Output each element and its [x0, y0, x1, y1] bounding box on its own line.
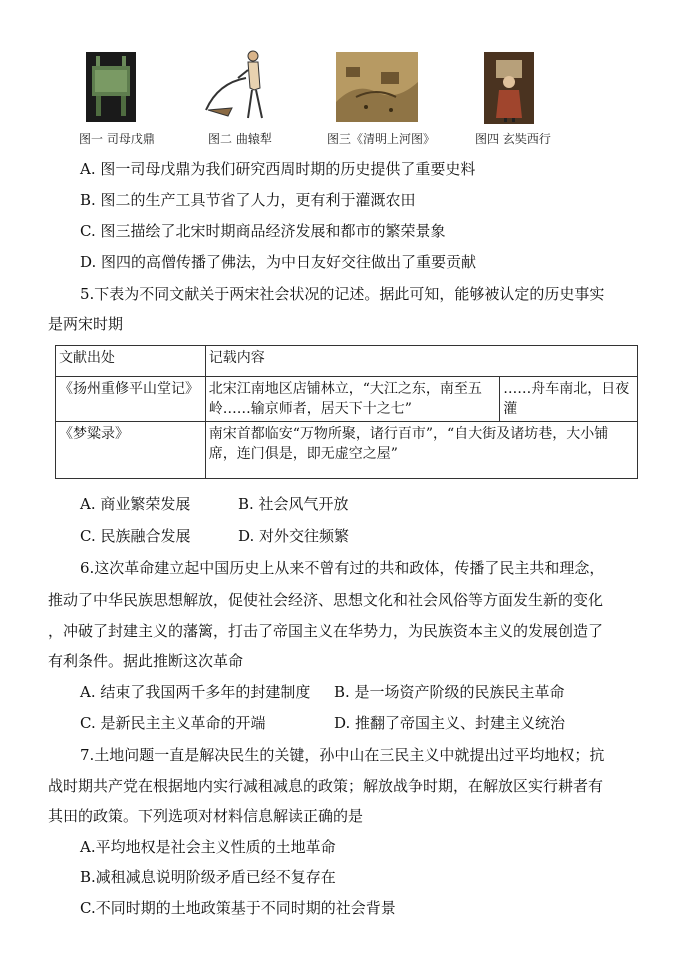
table-row: [56, 422, 638, 479]
figure-caption: 图四 玄奘西行: [475, 132, 551, 146]
bronze-ding-image: [86, 52, 136, 122]
q5-option-d: D. 对外交往频繁: [238, 527, 350, 545]
table-cell-content-extra: ……舟车南北，日夜灌: [500, 377, 638, 422]
q7-stem-line: 7.土地问题一直是解决民生的关键，孙中山在三民主义中就提出过平均地权；抗: [80, 746, 605, 764]
q4-option-c: C. 图三描绘了北宋时期商品经济发展和都市的繁荣景象: [80, 222, 446, 240]
q5-option-a: A. 商业繁荣发展: [80, 495, 191, 513]
q6-stem-line: 6.这次革命建立起中国历史上从来不曾有过的共和政体，传播了民主共和理念，: [80, 559, 605, 577]
q5-stem-cont: 是两宋时期: [48, 315, 124, 333]
xuanzang-image: [484, 52, 534, 124]
q7-option-a: A.平均地权是社会主义性质的土地革命: [80, 838, 336, 856]
table-header-content: 记载内容: [205, 346, 637, 377]
q6-stem-line: 推动了中华民族思想解放，促使社会经济、思想文化和社会风俗等方面发生新的变化: [48, 591, 604, 609]
table-cell-source: 《梦粱录》: [56, 422, 206, 479]
q6-option-c: C. 是新民主主义革命的开端: [80, 714, 266, 732]
figure-caption: 图二 曲辕犁: [208, 132, 272, 146]
q7-stem-line: 其田的政策。下列选项对材料信息解读正确的是: [48, 807, 364, 825]
table-cell-source: 《扬州重修平山堂记》: [56, 377, 206, 422]
q5-table: [55, 345, 638, 479]
q6-option-b: B. 是一场资产阶级的民族民主革命: [334, 683, 565, 701]
q7-option-c: C.不同时期的土地政策基于不同时期的社会背景: [80, 899, 396, 917]
figure-caption: 图一 司母戊鼎: [79, 132, 155, 146]
q4-option-a: A. 图一司母戊鼎为我们研究西周时期的历史提供了重要史料: [80, 160, 476, 178]
qingming-painting-image: [336, 52, 418, 122]
table-header-row: [56, 346, 638, 377]
q6-option-a: A. 结束了我国两千多年的封建制度: [80, 683, 311, 701]
q5-option-b: B. 社会风气开放: [238, 495, 349, 513]
table-cell-content: 南宋首都临安“万物所聚，诸行百市”，“自大街及诸坊巷，大小铺席，连门俱是，即无虚空之屋”: [205, 422, 637, 479]
curved-plow-image: [198, 48, 278, 126]
q6-option-d: D. 推翻了帝国主义、封建主义统治: [334, 714, 566, 732]
q5-stem: 5.下表为不同文献关于两宋社会状况的记述。据此可知，能够被认定的历史事实: [80, 285, 605, 303]
q6-stem-line: 有利条件。据此推断这次革命: [48, 652, 244, 670]
q5-option-c: C. 民族融合发展: [80, 527, 191, 545]
table-row: [56, 377, 638, 422]
table-header-source: 文献出处: [56, 346, 206, 377]
q4-option-b: B. 图二的生产工具节省了人力，更有利于灌溉农田: [80, 191, 416, 209]
table-cell-content: 北宋江南地区店铺林立，“大江之东，南至五岭……输京师者，居天下十之七”: [205, 377, 499, 422]
figure-row: [0, 48, 692, 148]
q4-option-d: D. 图四的高僧传播了佛法，为中日友好交往做出了重要贡献: [80, 253, 477, 271]
q6-stem-line: ，冲破了封建主义的藩篱，打击了帝国主义在华势力，为民族资本主义的发展创造了: [48, 622, 604, 640]
figure-caption: 图三《清明上河图》: [327, 132, 436, 146]
q7-stem-line: 战时期共产党在根据地内实行减租减息的政策；解放战争时期，在解放区实行耕者有: [48, 777, 604, 795]
q7-option-b: B.减租减息说明阶级矛盾已经不复存在: [80, 868, 336, 886]
